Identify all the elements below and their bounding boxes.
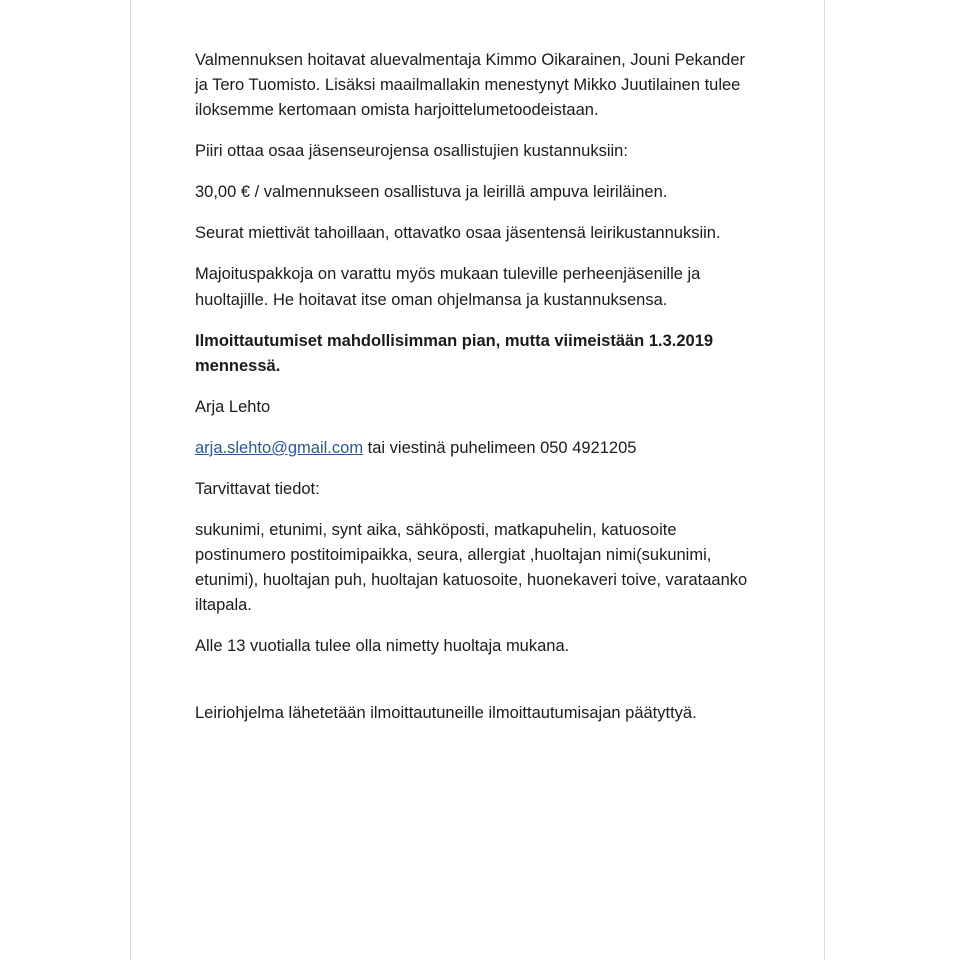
paragraph-clubs-consider: Seurat miettivät tahoillaan, ottavatko osaa jäsentensä leirikustannuksiin. (195, 224, 721, 243)
document-page (131, 0, 824, 960)
contact-line-rest: tai viestinä puhelimeen 050 4921205 (363, 438, 637, 457)
paragraph-district-share: Piiri ottaa osaa jäsenseurojensa osallistujien kustannuksiin: (195, 142, 628, 161)
paragraph-program-note: Leiriohjelma lähetetään ilmoittautuneille ilmoittautumisajan päätyttyä. (195, 704, 697, 723)
left-margin-area (0, 0, 131, 960)
paragraph-spacer (195, 675, 762, 701)
paragraph-guardian-note: Alle 13 vuotialla tulee olla nimetty huoltaja mukana. (195, 637, 570, 656)
paragraph-required-info-list: sukunimi, etunimi, synt aika, sähköposti, matkapuhelin, katuosoite postinumero postitoimipaikka, seura, allergiat ,huoltajan nimi(sukunimi, etunimi), huoltajan puh, huoltajan katuosoite, huonekaveri toive, varataanko iltapala. (195, 521, 748, 615)
paragraph-accommodation: Majoituspakkoja on varattu myös mukaan tuleville perheenjäsenille ja huoltajille. He hoitavat itse oman ohjelmansa ja kustannuksensa. (195, 265, 701, 309)
right-margin-area (824, 0, 960, 960)
paragraph-deadline: Ilmoittautumiset mahdollisimman pian, mutta viimeistään 1.3.2019 mennessä. (195, 331, 714, 375)
paragraph-coaches: Valmennuksen hoitavat aluevalmentaja Kimmo Oikarainen, Jouni Pekander ja Tero Tuomisto. Lisäksi maailmallakin menestynyt Mikko Juutilainen tulee iloksemme kertomaan omista harjoittelumetoodeistaan. (195, 51, 746, 120)
paragraph-contact-name: Arja Lehto (195, 397, 271, 416)
paragraph-required-info-heading: Tarvittavat tiedot: (195, 479, 320, 498)
document-body (195, 48, 762, 726)
paragraph-price: 30,00 € / valmennukseen osallistuva ja leirillä ampuva leiriläinen. (195, 183, 668, 202)
paragraph-contact-line (195, 436, 762, 461)
email-link[interactable]: arja.slehto@gmail.com (195, 438, 364, 457)
